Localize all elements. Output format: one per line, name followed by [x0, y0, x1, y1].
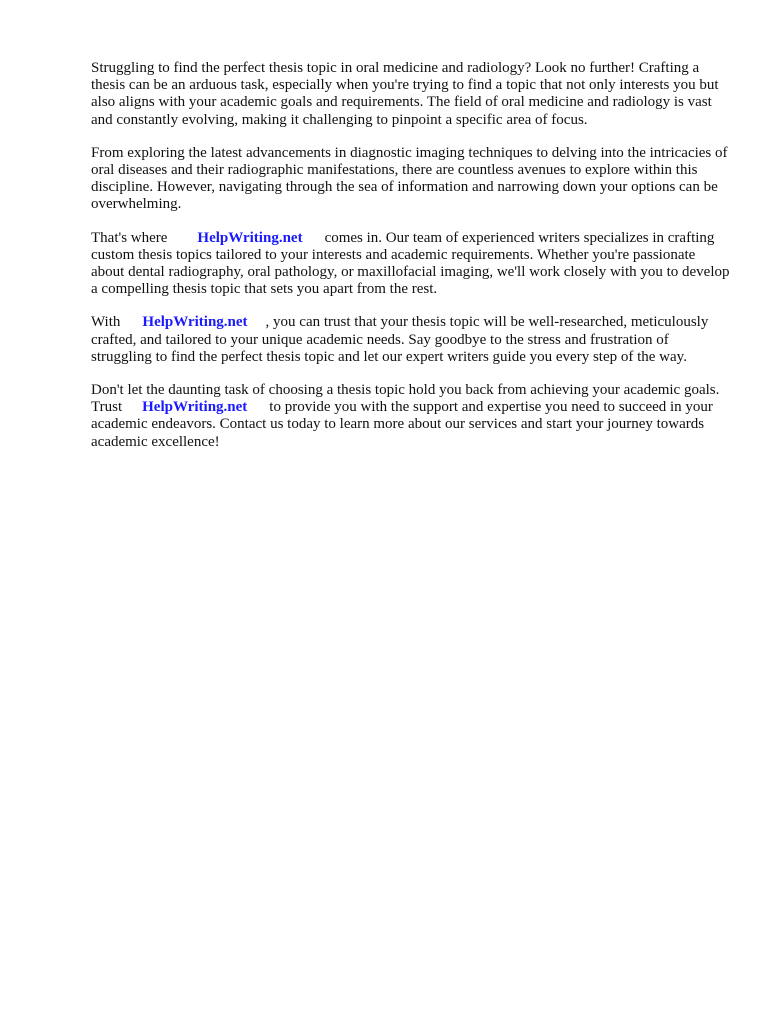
helpwriting-link-1[interactable]: HelpWriting.net — [197, 229, 303, 246]
paragraph-closing-rest: to provide you with the support and expertise you need to succeed in your academic endeavors. Contact us today to learn more about our services and start your journey towards academic excellence! — [91, 399, 713, 450]
paragraph-intro — [91, 60, 731, 129]
helpwriting-link-3[interactable]: HelpWriting.net — [142, 399, 248, 416]
paragraph-intro-text: Struggling to find the perfect thesis topic in oral medicine and radiology? Look no further! Crafting a thesis can be an arduous task, especially when you're trying to find a topic that not only interests you but also aligns with your academic goals and requirements. The field of oral medicine and radiology is vast and constantly evolving, making it challenging to pinpoint a specific area of focus. — [91, 60, 719, 128]
paragraph-exploring-text: From exploring the latest advancements in diagnostic imaging techniques to delving into the intricacies of oral diseases and their radiographic manifestations, there are countless avenues to explore within this discipline. However, navigating through the sea of information and narrowing down your options can be overwhelming. — [91, 144, 728, 213]
paragraph-with-lead: With — [91, 314, 121, 331]
paragraph-with-rest: , you can trust that your thesis topic will be well-researched, meticulously crafted, and tailored to your unique academic needs. Say goodbye to the stress and frustration of struggling to find the perfect thesis topic and let our expert writers guide you every step of the way. — [91, 314, 709, 365]
paragraph-exploring — [91, 145, 731, 214]
paragraph-thats-where-rest: comes in. Our team of experienced writers specializes in crafting custom thesis topics tailored to your interests and academic requirements. Whether you're passionate about dental radiography, oral pathology, or maxillofacial imaging, we'll work closely with you to develop a compelling thesis topic that sets you apart from the rest. — [91, 229, 730, 298]
helpwriting-link-2[interactable]: HelpWriting.net — [142, 314, 248, 331]
paragraph-thats-where-lead: That's where — [91, 229, 168, 246]
paragraph-closing-lead: Don't let the daunting task of choosing a thesis topic hold you back from achieving your academic goals. Trust — [91, 382, 720, 416]
paragraph-closing — [91, 382, 731, 451]
paragraph-thats-where — [91, 230, 731, 299]
paragraph-with — [91, 314, 731, 366]
document-body — [91, 60, 731, 467]
